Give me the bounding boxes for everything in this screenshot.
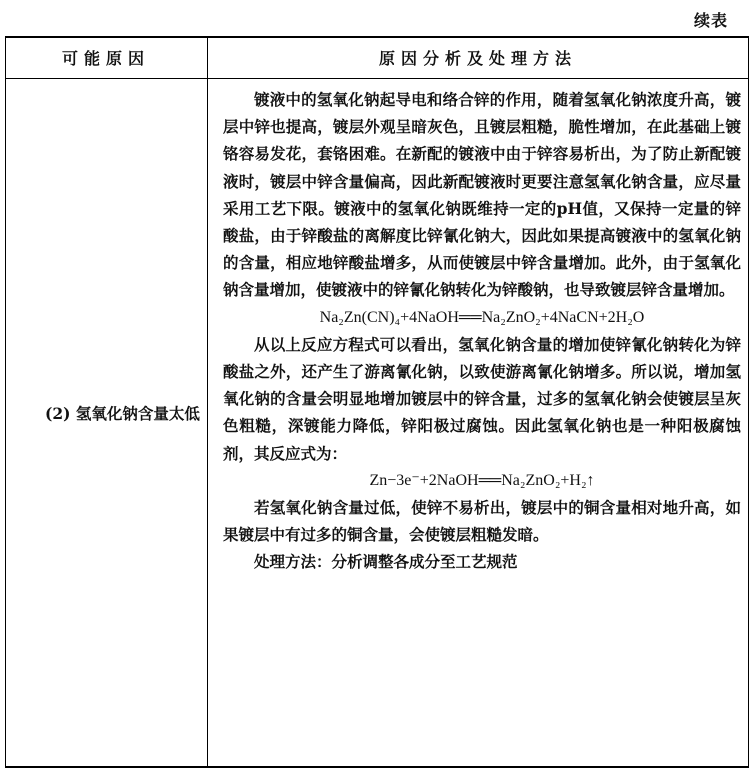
column-divider bbox=[207, 36, 208, 768]
cause-analysis-table bbox=[5, 36, 749, 768]
treatment-method-label: 处理方法： bbox=[254, 552, 332, 572]
equation-2 bbox=[223, 467, 741, 494]
header-divider bbox=[5, 78, 749, 79]
table-right-border bbox=[748, 36, 749, 768]
eq1-plus: +4NaOH bbox=[400, 308, 459, 326]
equation-1 bbox=[223, 304, 741, 331]
analysis-paragraph-2: 从以上反应方程式可以看出，氢氧化钠含量的增加使锌氰化钠转化为锌酸盐之外，还产生了游离氰化钠，以致使游离氰化钠增多。所以说，增加氢氧化钠的含量会明显地增加镀层中的锌含量，过多的氢氧化钠会使镀层呈灰色粗糙，深镀能力降低，锌阳极过腐蚀。因此氢氧化钠也是一种阳极腐蚀剂，其反应式为： bbox=[223, 334, 741, 463]
analysis-paragraph-1: 镀液中的氢氧化钠起导电和络合锌的作用，随着氢氧化钠浓度升高，镀层中锌也提高，镀层外观呈暗灰色，且镀层粗糙，脆性增加，在此基础上镀铬容易发花，套铬困难。在新配的镀液中由于锌容易析出，为了防止新配镀液时，镀层中锌含量偏高，因此新配镀液时更要注意氢氧化钠含量，应尽量采用工艺下限。镀液中的氢氧化钠既维持一定的pH值，又保持一定量的锌酸盐，由于锌酸盐的离解度比锌氰化钠大，因此如果提高镀液中的氢氧化钠的含量，相应地锌酸盐增多，从而使镀层中锌含量增加。此外，由于氢氧化钠含量增加，使镀液中的锌氰化钠转化为锌酸钠，也导致镀层锌含量增加。 bbox=[223, 90, 741, 300]
analysis-cell bbox=[223, 86, 741, 576]
eq2-left: Zn−3e⁻+2NaOH bbox=[369, 471, 479, 489]
header-possible-cause: 可能原因 bbox=[61, 48, 150, 68]
eq1-product-2: +4NaCN+2H₂O bbox=[540, 308, 645, 326]
treatment-method bbox=[223, 548, 741, 575]
analysis-paragraph-3: 若氢氧化钠含量过低，使锌不易析出，镀层中的铜含量相对地升高，如果镀层中有过多的铜含量，会使镀层粗糙发暗。 bbox=[223, 498, 741, 545]
eq1-reactant: Na₂Zn(CN)₄ bbox=[319, 308, 401, 326]
eq1-product-1: Na₂ZnO₂ bbox=[481, 308, 541, 326]
continued-label: 续表 bbox=[693, 11, 728, 30]
eq2-arrow: ══ bbox=[478, 471, 502, 489]
cause-cell: (2) 氢氧化钠含量太低 bbox=[45, 404, 200, 423]
treatment-method-text: 分析调整各成分至工艺规范 bbox=[331, 552, 518, 572]
header-analysis-method: 原因分析及处理方法 bbox=[378, 48, 577, 68]
eq2-right: Na₂ZnO₂+H₂↑ bbox=[501, 471, 595, 489]
table-bottom-border bbox=[5, 766, 749, 768]
table-left-border bbox=[5, 36, 6, 768]
eq1-arrow: ══ bbox=[458, 308, 482, 326]
